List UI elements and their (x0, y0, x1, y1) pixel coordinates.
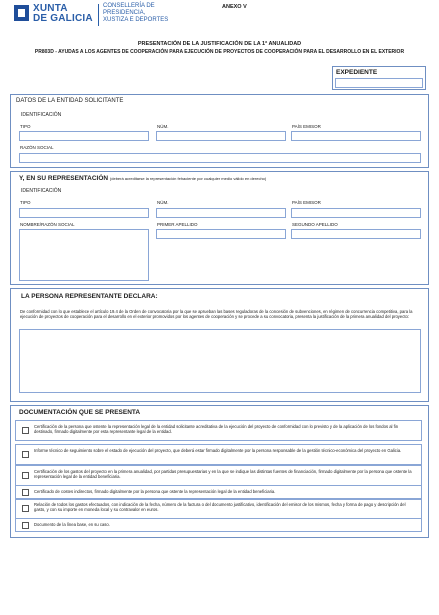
expediente-label: EXPEDIENTE (336, 69, 378, 76)
logo-text (33, 4, 93, 24)
solicitante-tipo-field[interactable] (19, 131, 149, 141)
page-subtitle: PR803D - AYUDAS A LOS AGENTES DE COOPERACIÓN PARA EJECUCIÓN DE PROYECTOS DE COOPERACIÓN PARA EL DESARROLLO EN EL EXTERIOR (34, 49, 405, 55)
doc-item[interactable] (15, 518, 422, 532)
xunta-logo-icon (14, 5, 29, 21)
doc-item-text: Documento de la línea base, en su caso. (34, 522, 110, 527)
doc-item-text: Certificación de los gastos del proyecto en la primera anualidad, por partidas presupuestarias y en la que se indique las distintas fuentes de financiación, firmado digitalmente por la persona que ostente la representación legal de la entidad beneficiaria. (34, 469, 412, 480)
solicitante-title: DATOS DE LA ENTIDAD SOLICITANTE (16, 98, 124, 104)
doc-item-text: Relación de todos los gastos efectuados, con indicación de la fecha, número de la factura o del documento justificativo, identificación del emisor de los mismos, fecha y forma de pago y descripción del gasto, y con su importe en moneda local y su contravalor en euros. (34, 502, 406, 513)
doc-item[interactable] (15, 499, 422, 519)
doc-item-checkbox[interactable] (22, 505, 29, 512)
dept-line3: XUSTIZA E DEPORTES (103, 17, 169, 23)
solicitante-num-label: NÚM. (157, 124, 169, 129)
solicitante-pais-label: PAÍS EMISOR (292, 124, 321, 129)
representacion-section (10, 171, 429, 285)
doc-item-checkbox[interactable] (22, 522, 29, 529)
doc-item-checkbox[interactable] (22, 472, 29, 479)
declara-textarea[interactable] (19, 329, 421, 393)
doc-item-text: Certificado de costes indirectos, firmado digitalmente por la persona que ostente la representación legal de la entidad beneficiaria. (34, 489, 276, 494)
representacion-nombre-label: NOMBRE/RAZÓN SOCIAL (20, 222, 75, 227)
doc-item-text: Informe técnico de seguimiento sobre el estado de ejecución del proyecto, que deberá estar firmado digitalmente por la persona responsable de la gestión técnico-económica del proyecto en Galicia. (34, 448, 402, 453)
solicitante-pais-field[interactable] (291, 131, 421, 141)
solicitante-num-field[interactable] (156, 131, 286, 141)
doc-item-checkbox[interactable] (22, 451, 29, 458)
logo-line2: DE GALICIA (33, 13, 93, 24)
solicitante-razon-label: RAZÓN SOCIAL (20, 145, 54, 150)
representacion-tipo-label: TIPO (20, 200, 31, 205)
logo-divider (98, 4, 99, 26)
solicitante-section (10, 94, 429, 168)
representacion-note: (deberá acreditarse la representación fehaciente por cualquier medio válido en derecho) (109, 176, 267, 181)
declara-section (10, 288, 429, 402)
representacion-title-text: Y, EN SU REPRESENTACIÓN (19, 175, 109, 182)
doc-item-checkbox[interactable] (22, 427, 29, 434)
doc-item[interactable] (15, 420, 422, 441)
representacion-tipo-field[interactable] (19, 208, 149, 218)
representacion-title (19, 175, 266, 182)
representacion-nombre-field[interactable] (19, 229, 149, 281)
expediente-field[interactable] (335, 78, 423, 88)
doc-item-text: Certificación de la persona que ostente la representación legal de la entidad solicitante acreditativa de la ejecución del proyecto de conformidad con lo previsto y de la aplicación de los fondos al fin destinado, firmado digitalmente por esta representante legal de la entidad. (34, 424, 399, 435)
representacion-pais-field[interactable] (291, 208, 421, 218)
documentacion-title: DOCUMENTACIÓN QUE SE PRESENTA (19, 409, 141, 416)
representacion-apellido2-label: SEGUNDO APELLIDO (292, 222, 338, 227)
solicitante-ident-label: IDENTIFICACIÓN (21, 112, 62, 118)
doc-item[interactable] (15, 485, 422, 499)
logo-line1: XUNTA (33, 3, 68, 14)
expediente-box (332, 66, 426, 90)
representacion-ident-label: IDENTIFICACIÓN (21, 188, 62, 194)
annex-label: ANEXO V (222, 4, 247, 10)
representacion-num-field[interactable] (156, 208, 286, 218)
department-name (103, 3, 168, 24)
dept-line1: CONSELLERÍA DE (103, 3, 155, 9)
page-title: PRESENTACIÓN DE LA JUSTIFICACIÓN DE LA 1ª ANUALIDAD (137, 41, 302, 47)
representacion-num-label: NÚM. (157, 200, 169, 205)
doc-item[interactable] (15, 465, 422, 486)
representacion-apellido1-field[interactable] (156, 229, 286, 239)
representacion-apellido1-label: PRIMER APELLIDO (157, 222, 198, 227)
doc-item[interactable] (15, 444, 422, 465)
declara-text: De conformidad con lo que establece el artículo 19.4 de la Orden de convocatoria por la que se aprueban las bases reguladoras de la concesión de subvenciones, en régimen de concurrencia competitiva, para la ejecución de proyectos de cooperación para el desarrollo en el exterior promovidos por los agentes de cooperación y se procede a su convocatoria, presenta la justificación de la primera anualidad del proyecto: (20, 309, 413, 320)
dept-line2: PRESIDENCIA, (103, 10, 146, 16)
declara-title: LA PERSONA REPRESENTANTE DECLARA: (21, 293, 158, 300)
representacion-pais-label: PAÍS EMISOR (292, 200, 321, 205)
solicitante-tipo-label: TIPO (20, 124, 31, 129)
doc-item-checkbox[interactable] (22, 489, 29, 496)
solicitante-razon-field[interactable] (19, 153, 421, 163)
representacion-apellido2-field[interactable] (291, 229, 421, 239)
